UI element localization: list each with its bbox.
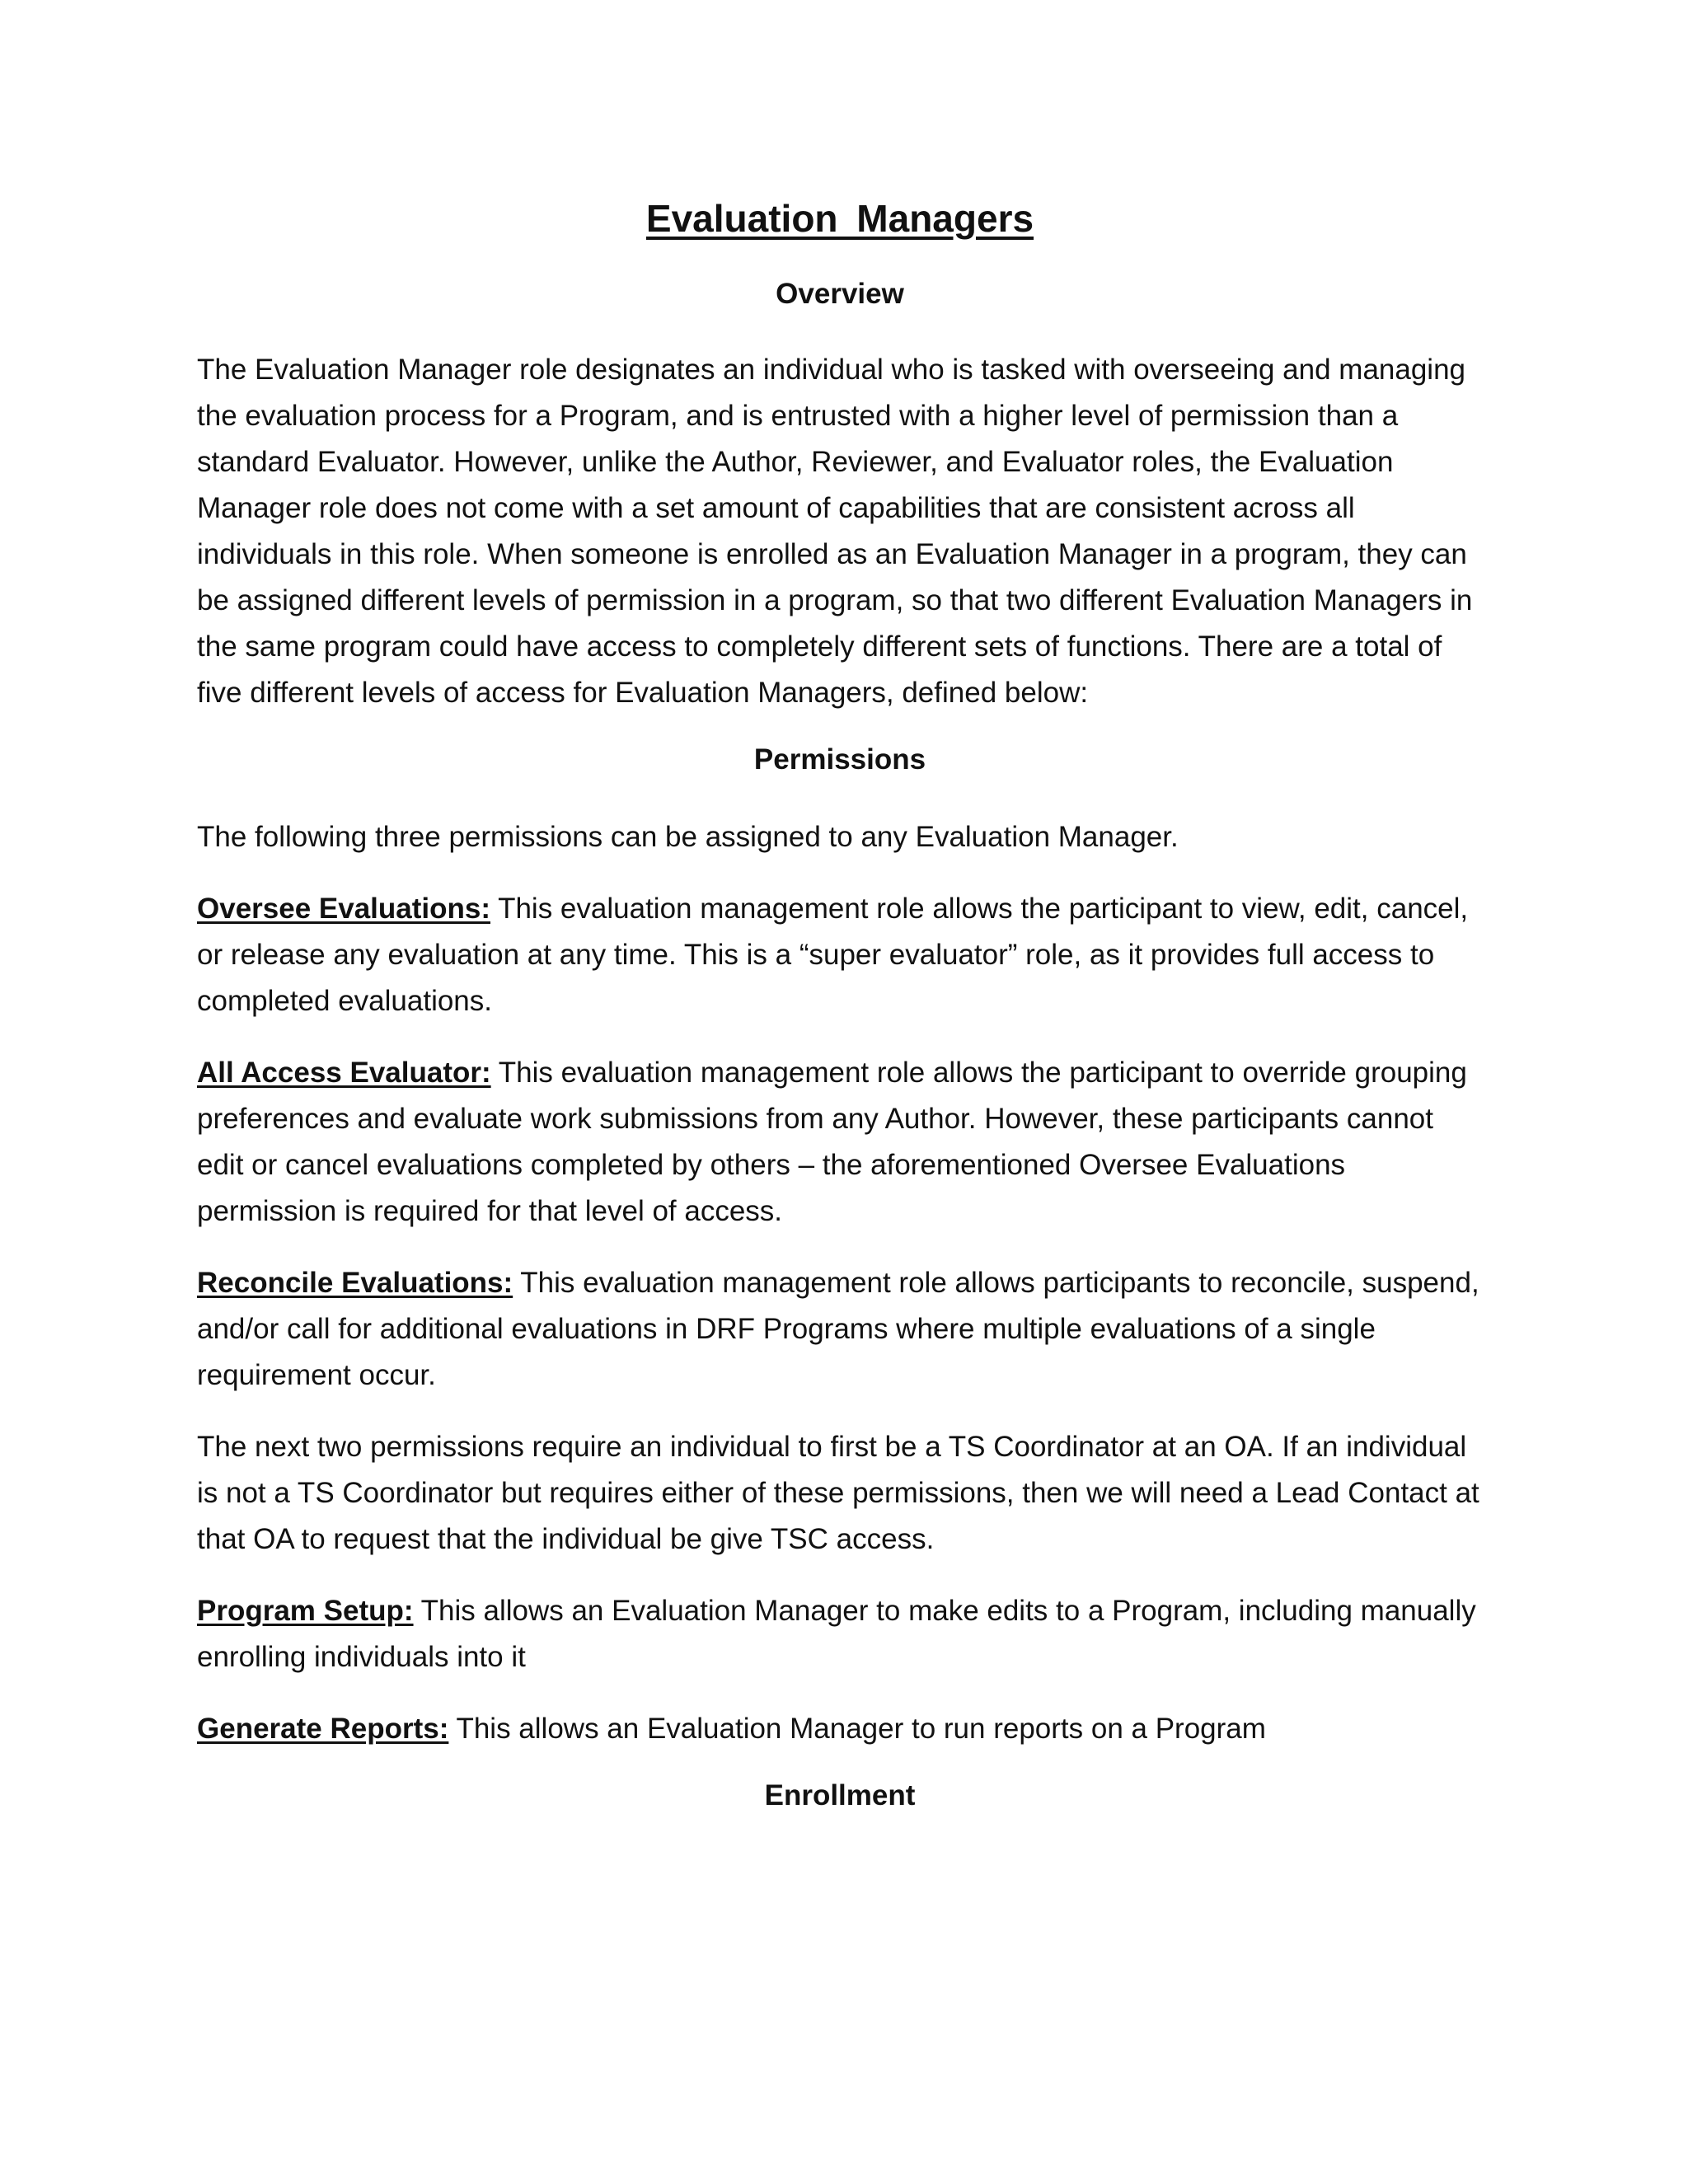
overview-heading: Overview xyxy=(776,278,904,310)
permission-name: Generate Reports: xyxy=(197,1713,449,1745)
permission-name: Reconcile Evaluations: xyxy=(197,1267,513,1299)
permission-description: This evaluation management role allows the participant to override grouping preferences and evaluate work submissions from any Author. However, these participants cannot edit or cancel evaluations completed by others – the aforementioned Oversee Evaluations permission is required for that level of access. xyxy=(197,1057,1467,1227)
page-title: Evaluation Managers xyxy=(645,197,1034,240)
permission-description: This evaluation management role allows the participant to view, edit, cancel, or release any evaluation at any time. This is a “super evaluator” role, as it provides full access to completed evaluations. xyxy=(197,893,1469,1017)
tsc-note-paragraph: The next two permissions require an individual to first be a TS Coordinator at an OA. If an individual is not a TS Coordinator but requires either of these permissions, then we will need a Lead Contact at that OA to request that the individual be give TSC access. xyxy=(197,1431,1479,1555)
permission-generate-reports xyxy=(197,1706,1483,1752)
permission-description: This allows an Evaluation Manager to run reports on a Program xyxy=(448,1713,1266,1745)
permission-reconcile-evaluations xyxy=(197,1260,1483,1399)
enrollment-heading: Enrollment xyxy=(764,1779,916,1811)
permission-description: This allows an Evaluation Manager to make edits to a Program, including manually enrolling individuals into it xyxy=(197,1595,1476,1673)
document-content xyxy=(197,194,1483,1827)
permission-oversee-evaluations xyxy=(197,886,1483,1024)
permission-program-setup xyxy=(197,1588,1483,1680)
permissions-heading: Permissions xyxy=(753,743,926,776)
permission-description: This evaluation management role allows participants to reconcile, suspend, and/or call for additional evaluations in DRF Programs where multiple evaluations of a single requirement occur. xyxy=(197,1267,1479,1391)
permission-name: Oversee Evaluations: xyxy=(197,893,490,925)
permissions-intro: The following three permissions can be assigned to any Evaluation Manager. xyxy=(197,821,1179,853)
overview-paragraph: The Evaluation Manager role designates an individual who is tasked with overseeing and managing the evaluation process for a Program, and is entrusted with a higher level of permission than a standard Evaluator. However, unlike the Author, Reviewer, and Evaluator roles, the Evaluation Manager role does not come with a set amount of capabilities that are consistent across all individuals in this role. When someone is enrolled as an Evaluation Manager in a program, they can be assigned different levels of permission in a program, so that two different Evaluation Managers in the same program could have access to completely different sets of functions. There are a total of five different levels of access for Evaluation Managers, defined below: xyxy=(197,354,1473,709)
permission-all-access-evaluator xyxy=(197,1050,1483,1235)
permission-name: Program Setup: xyxy=(197,1595,414,1627)
permission-name: All Access Evaluator: xyxy=(197,1057,491,1089)
